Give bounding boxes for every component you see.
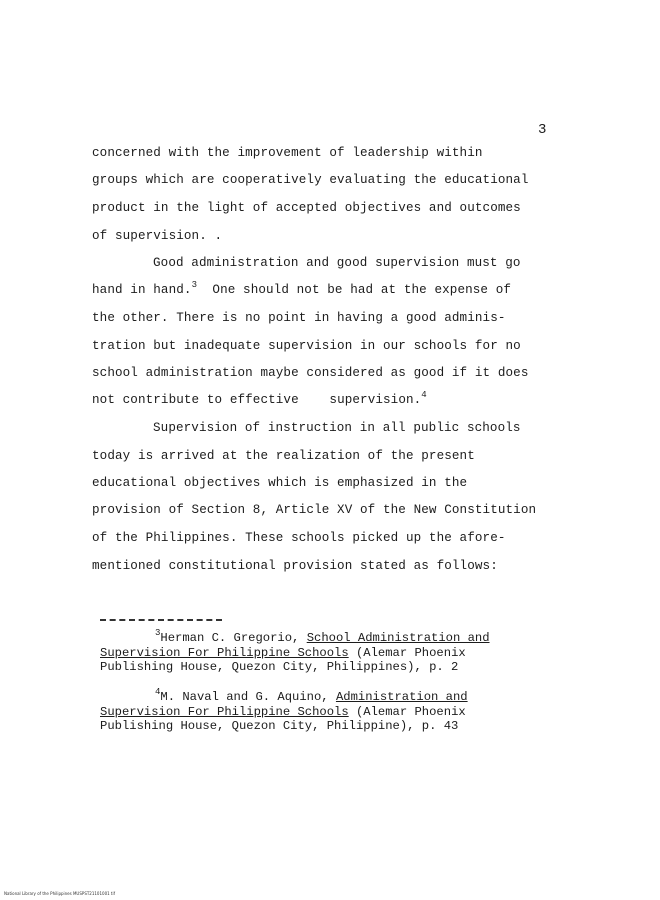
body-line: groups which are cooperatively evaluating the educational bbox=[92, 173, 529, 187]
footnote-mark: 3 bbox=[155, 628, 161, 638]
body-line: provision of Section 8, Article XV of the New Constitution bbox=[92, 503, 537, 517]
footnote-author: M. Naval and G. Aquino, bbox=[160, 690, 336, 704]
footnote-publisher: (Alemar Phoenix bbox=[348, 705, 466, 719]
body-line: of supervision. . bbox=[92, 229, 223, 243]
footnote-author: Herman C. Gregorio, bbox=[160, 631, 307, 645]
footnote-separator bbox=[100, 619, 222, 621]
body-line-segment: hand in hand. bbox=[92, 283, 192, 297]
page-number: 3 bbox=[538, 122, 547, 138]
footnote-mark: 4 bbox=[155, 687, 161, 697]
footnote-line: Publishing House, Quezon City, Philippine), p. 43 bbox=[100, 719, 459, 733]
body-line: the other. There is no point in having a good adminis- bbox=[92, 311, 506, 325]
body-line-segment: One should not be had at the expense of bbox=[212, 283, 512, 297]
footnote-title: Administration and bbox=[335, 690, 468, 704]
body-line-segment: not contribute to effective bbox=[92, 393, 299, 407]
body-line bbox=[92, 280, 512, 297]
footnote-publisher: (Alemar Phoenix bbox=[348, 646, 466, 660]
archive-footer: National Library of the Philippines MUSPST21101001 tif bbox=[4, 891, 116, 896]
footnote-title: Supervision For Philippine Schools bbox=[100, 646, 349, 660]
body-line: today is arrived at the realization of the present bbox=[92, 449, 475, 463]
footnote-line bbox=[100, 647, 466, 660]
body-line: tration but inadequate supervision in our schools for no bbox=[92, 339, 521, 353]
body-line: of the Philippines. These schools picked up the afore- bbox=[92, 531, 506, 545]
footnote-title: Supervision For Philippine Schools bbox=[100, 705, 349, 719]
footnote-title: School Administration and bbox=[306, 631, 490, 645]
body-line: educational objectives which is emphasized in the bbox=[92, 476, 468, 490]
footnote-mark: 3 bbox=[191, 280, 198, 290]
body-line: mentioned constitutional provision stated as follows: bbox=[92, 559, 498, 573]
body-line: Good administration and good supervision must go bbox=[153, 256, 521, 270]
body-line: product in the light of accepted objectives and outcomes bbox=[92, 201, 521, 215]
footnote-line bbox=[155, 687, 468, 705]
body-line: Supervision of instruction in all public schools bbox=[153, 421, 521, 435]
footnote-line bbox=[100, 706, 466, 719]
footnote-line bbox=[155, 628, 490, 646]
body-line bbox=[92, 390, 427, 407]
body-line-segment: supervision. bbox=[329, 393, 422, 407]
body-line: school administration maybe considered as good if it does bbox=[92, 366, 529, 380]
footnote-line: Publishing House, Quezon City, Philippines), p. 2 bbox=[100, 660, 459, 674]
body-line: concerned with the improvement of leadership within bbox=[92, 146, 483, 160]
footnote-mark: 4 bbox=[421, 390, 427, 400]
